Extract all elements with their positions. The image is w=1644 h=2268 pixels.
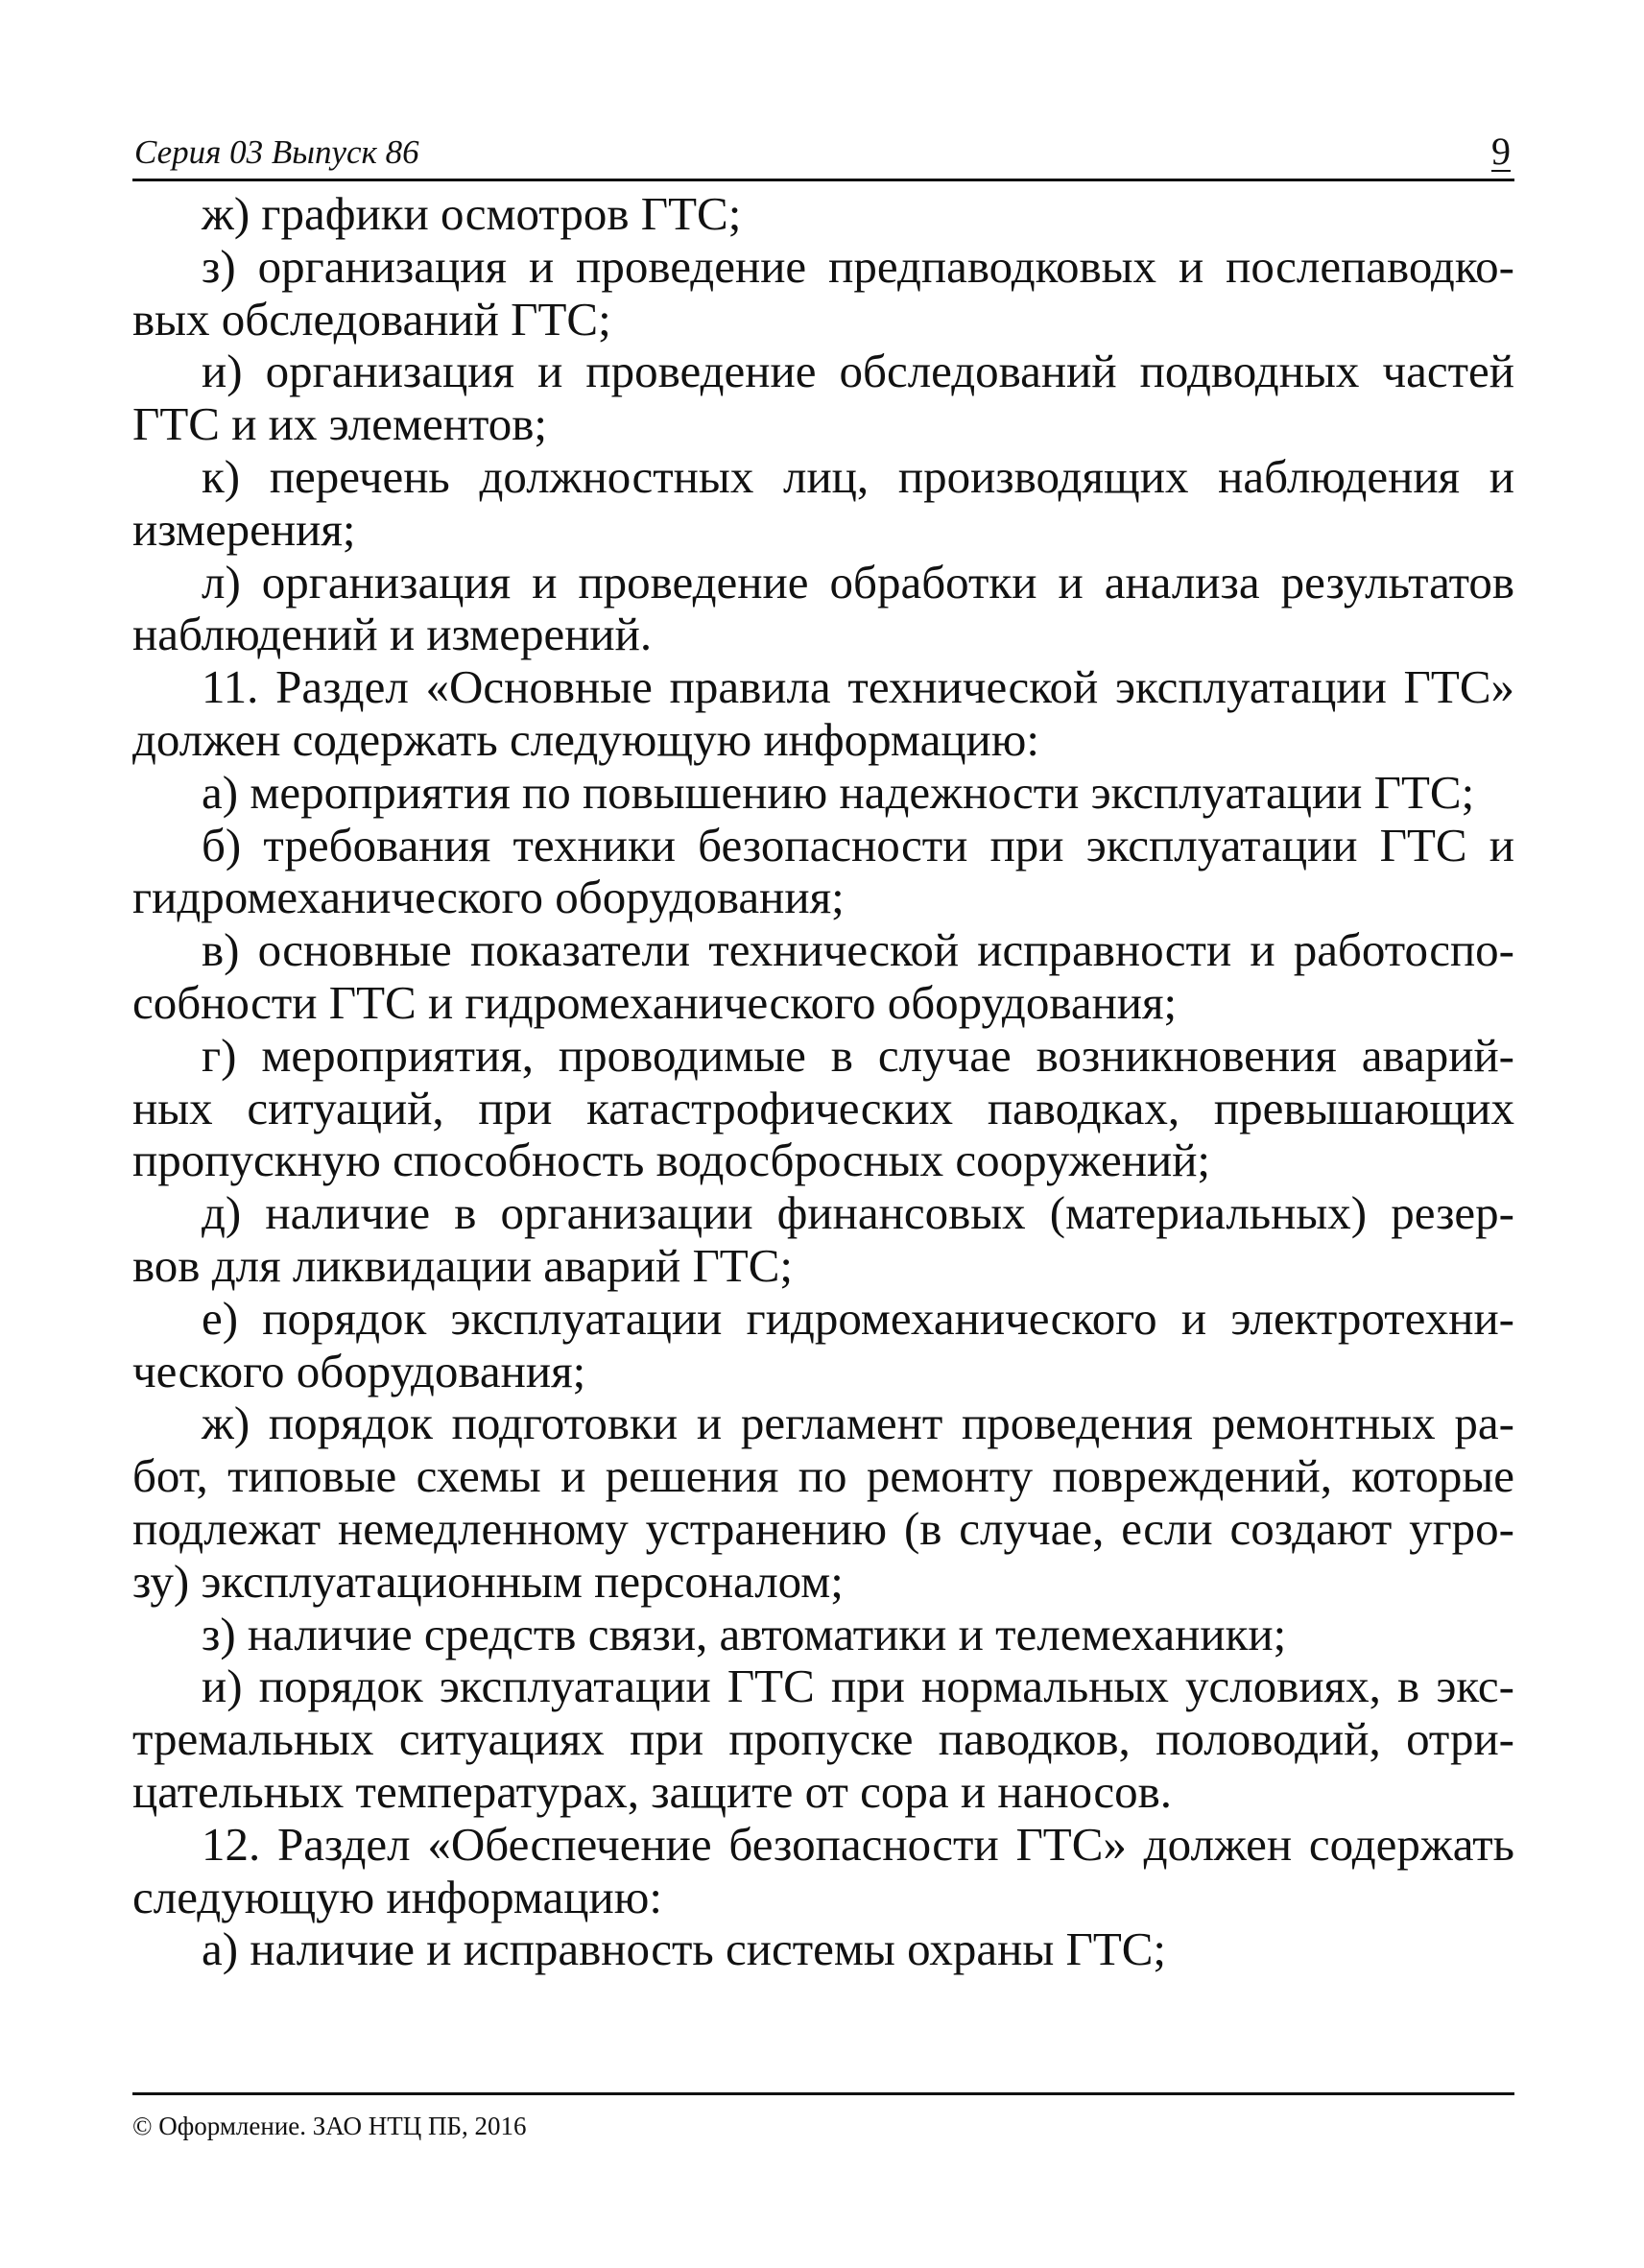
text-line: ческого оборудования; <box>132 1344 586 1397</box>
text-line: собности ГТС и гидромеханического оборудования; <box>132 975 1178 1029</box>
paragraph <box>132 1819 1514 1924</box>
text-line: ж) графики осмотров ГТС; <box>202 187 742 240</box>
footer-rule <box>132 2092 1514 2095</box>
paragraph <box>132 767 1514 820</box>
text-line: зу) эксплуатационным персоналом; <box>132 1554 844 1608</box>
paragraph <box>132 557 1514 662</box>
text-line: а) наличие и исправность системы охраны ГТС; <box>202 1922 1167 1976</box>
paragraph <box>132 820 1514 925</box>
text-line: л) организация и проведение обработки и анализа результатов <box>202 555 1514 609</box>
paragraph <box>132 1923 1514 1976</box>
text-line: е) порядок эксплуатации гидромеханического и электротехни- <box>202 1291 1514 1345</box>
paragraph <box>132 1609 1514 1661</box>
paragraph <box>132 1187 1514 1293</box>
text-line: должен содержать следующую информацию: <box>132 712 1039 766</box>
text-line: 12. Раздел «Обеспечение безопасности ГТС» должен содержать <box>202 1817 1514 1871</box>
text-line: ных ситуаций, при катастрофических паводках, превышающих <box>132 1081 1514 1134</box>
text-line: вых обследований ГТС; <box>132 292 611 346</box>
paragraph <box>132 451 1514 557</box>
text-line: цательных температурах, защите от сора и наносов. <box>132 1764 1172 1818</box>
text-line: следующую информацию: <box>132 1870 662 1923</box>
document-page <box>132 123 1514 2140</box>
text-line: тремальных ситуациях при пропуске паводков, половодий, отри- <box>132 1712 1514 1766</box>
paragraph <box>132 188 1514 241</box>
paragraph <box>132 346 1514 451</box>
text-line: и) организация и проведение обследований подводных частей <box>202 345 1514 398</box>
paragraph <box>132 1030 1514 1187</box>
running-header <box>132 123 1514 181</box>
text-line: к) перечень должностных лиц, производящих наблюдения и <box>202 449 1514 503</box>
text-line: наблюдений и измерений. <box>132 608 653 661</box>
text-line: гидромеханического оборудования; <box>132 871 845 924</box>
paragraph <box>132 1660 1514 1818</box>
text-line: д) наличие в организации финансовых (материальных) резер- <box>202 1186 1514 1240</box>
body-text <box>132 188 1514 1976</box>
page-number: 9 <box>1491 130 1511 173</box>
text-line: вов для ликвидации аварий ГТС; <box>132 1238 794 1292</box>
copyright-notice: © Оформление. ЗАО НТЦ ПБ, 2016 <box>132 2112 527 2140</box>
paragraph <box>132 1293 1514 1398</box>
text-line: измерения; <box>132 502 356 556</box>
text-line: бот, типовые схемы и решения по ремонту повреждений, которые <box>132 1449 1514 1503</box>
text-line: з) наличие средств связи, автоматики и телемеханики; <box>202 1607 1287 1660</box>
text-line: ж) порядок подготовки и регламент проведения ремонтных ра- <box>202 1397 1514 1450</box>
text-line: подлежат немедленному устранению (в случае, если создают угро- <box>132 1501 1514 1555</box>
paragraph <box>132 241 1514 346</box>
text-line: пропускную способность водосбросных сооружений; <box>132 1134 1211 1187</box>
text-line: г) мероприятия, проводимые в случае возникновения аварий- <box>202 1028 1514 1082</box>
text-line: 11. Раздел «Основные правила технической эксплуатации ГТС» <box>202 660 1514 714</box>
text-line: в) основные показатели технической исправности и работоспо- <box>202 923 1514 977</box>
text-line: и) порядок эксплуатации ГТС при нормальных условиях, в экс- <box>202 1659 1514 1713</box>
paragraph <box>132 1397 1514 1608</box>
text-line: з) организация и проведение предпаводковых и послепаводко- <box>202 239 1514 293</box>
text-line: а) мероприятия по повышению надежности эксплуатации ГТС; <box>202 765 1475 819</box>
paragraph <box>132 661 1514 767</box>
series-title: Серия 03 Выпуск 86 <box>134 133 419 171</box>
text-line: ГТС и их элементов; <box>132 397 547 451</box>
paragraph <box>132 924 1514 1030</box>
text-line: б) требования техники безопасности при эксплуатации ГТС и <box>202 818 1514 871</box>
